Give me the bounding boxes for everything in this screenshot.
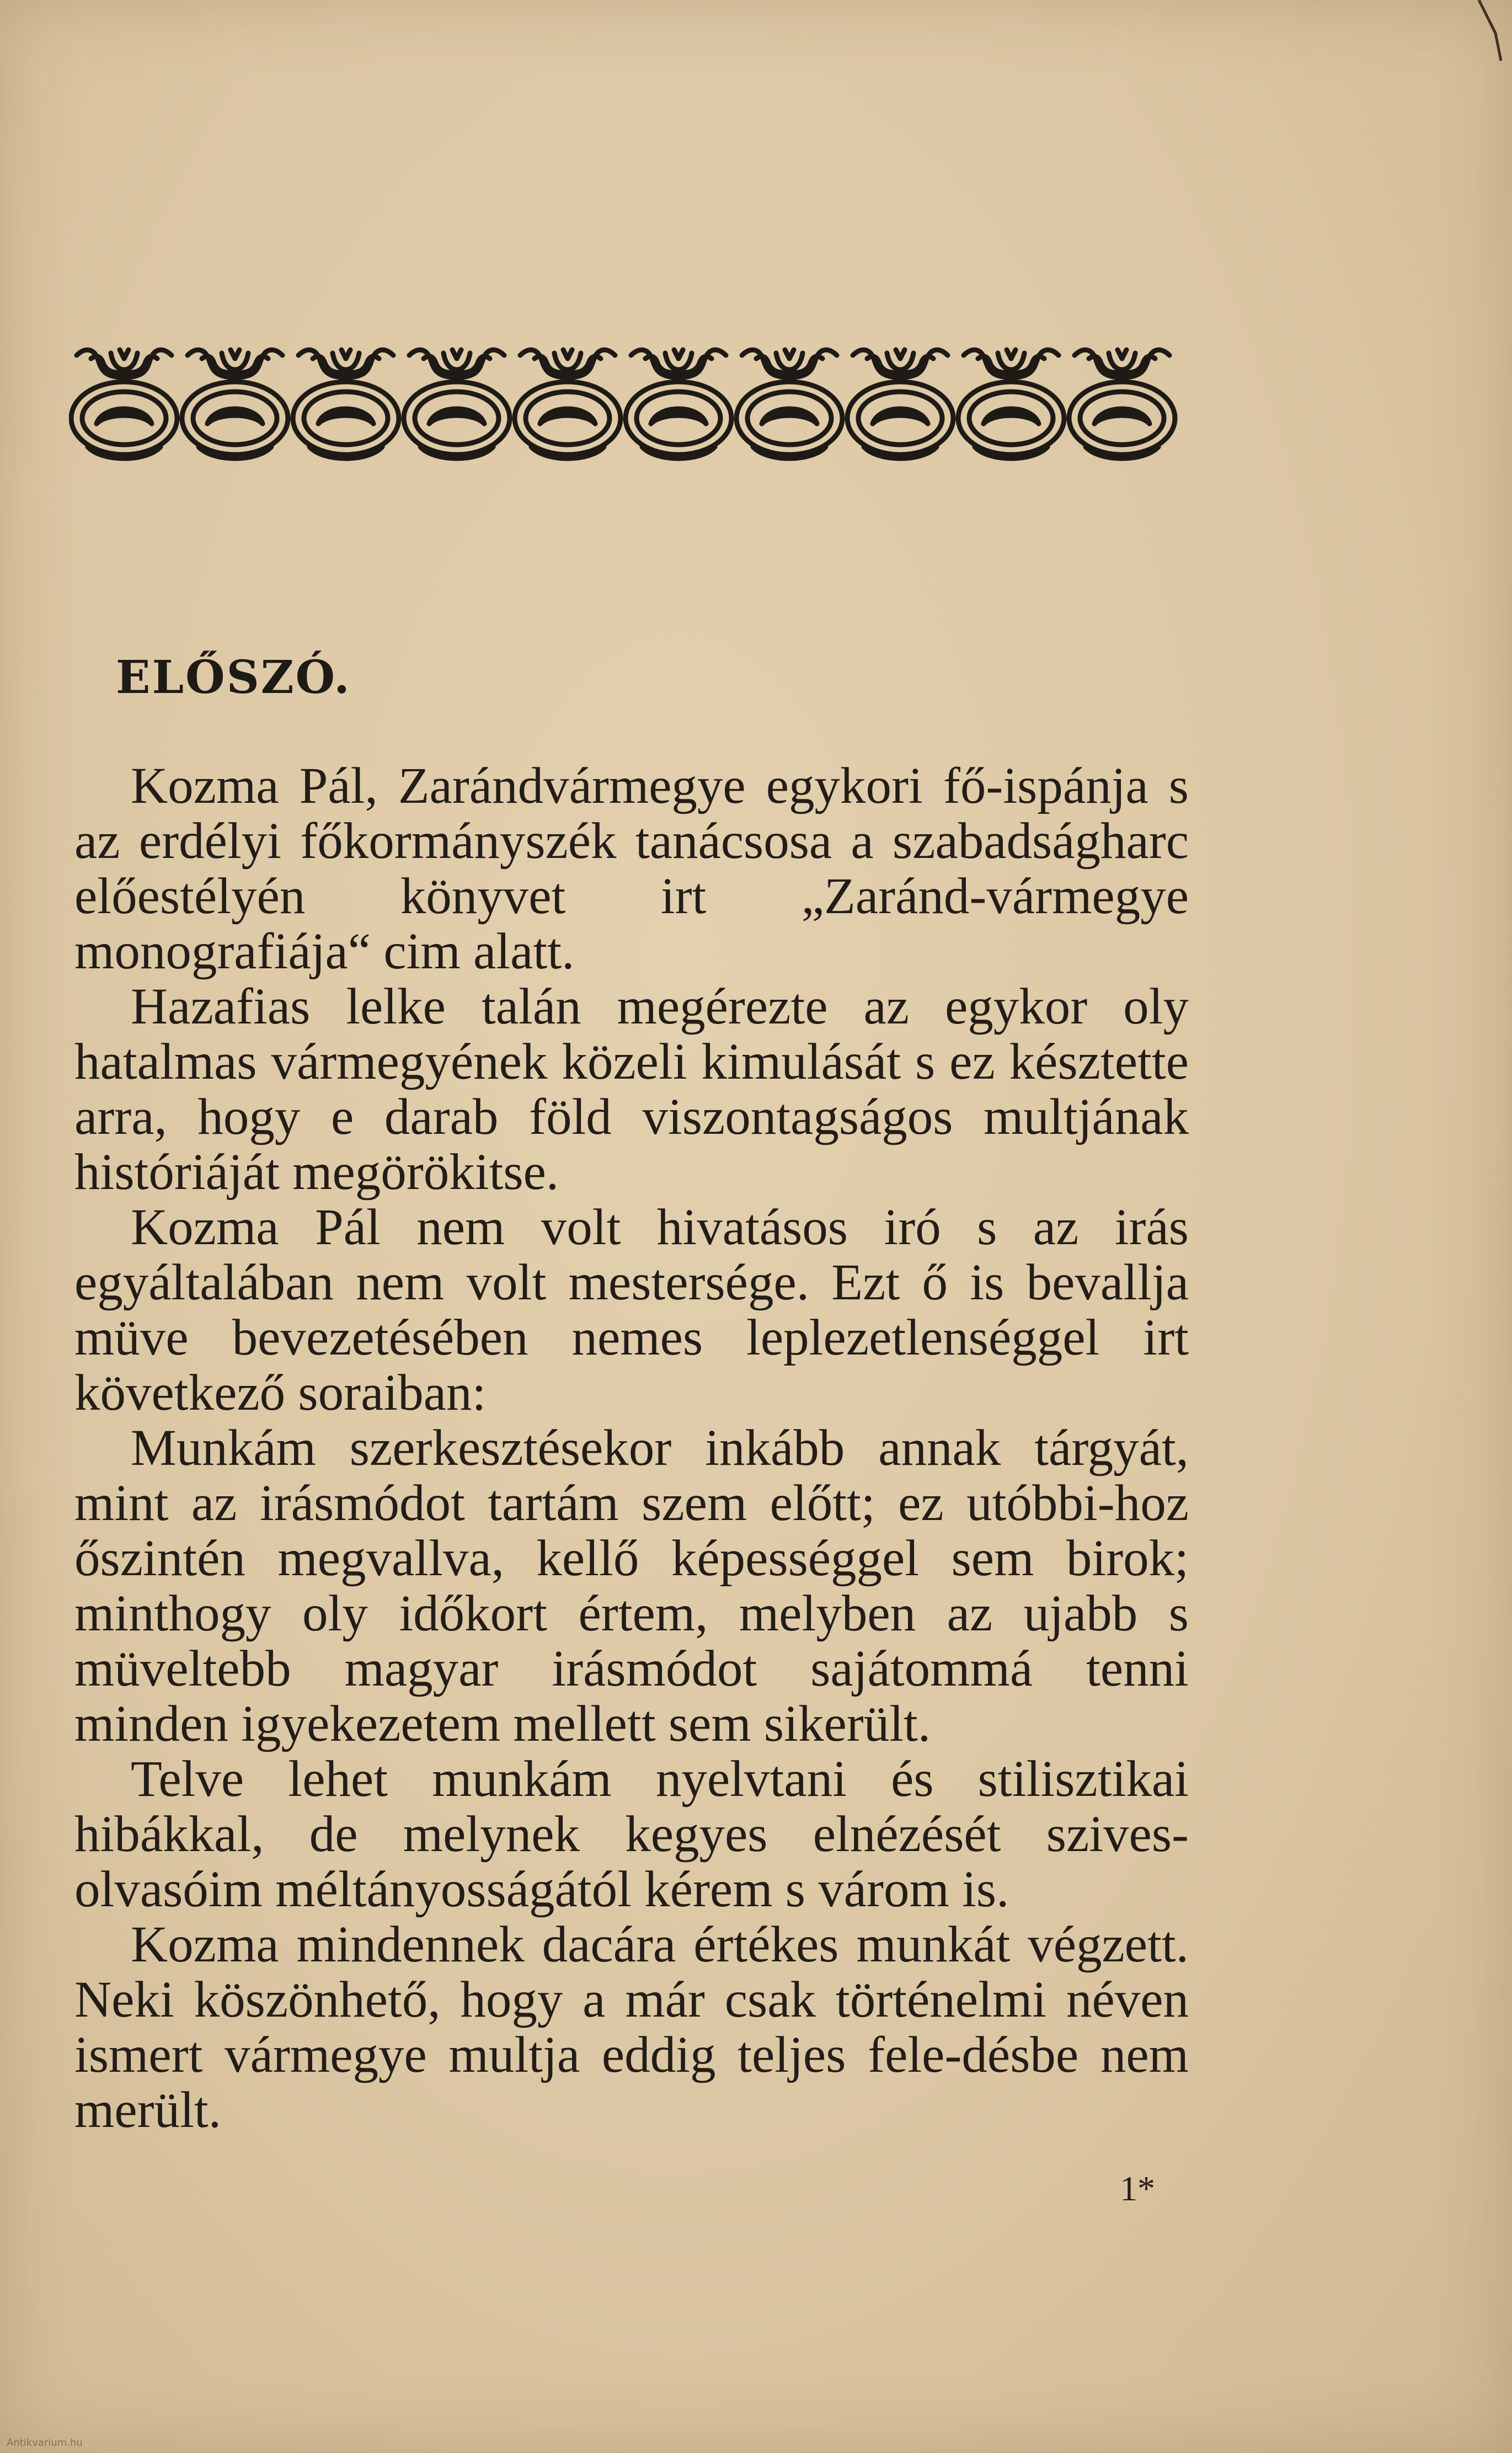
paragraph: Kozma Pál, Zarándvármegye egykori fő-ispánja s az erdélyi főkormányszék tanácsosa a szabadságharc előestélyén könyvet irt „Zaránd-vármegye monografiája“ cim alatt. — [74, 758, 1189, 980]
page-heading: ELŐSZÓ. — [116, 651, 351, 704]
paragraph: Hazafias lelke talán megérezte az egykor oly hatalmas vármegyének közeli kimulását s ez késztette arra, hogy e darab föld viszontagságos multjának históriáját megörökitse. — [74, 978, 1189, 1201]
page-number: 1* — [1120, 2169, 1155, 2208]
quoted-paragraph: Telve lehet munkám nyelvtani és stilisztikai hibákkal, de melynek kegyes elnézését szives-olvasóim méltányosságától kérem s várom is. — [74, 1751, 1189, 1918]
decorative-header-ornament — [69, 342, 1178, 474]
watermark: Antikvarium.hu — [7, 2437, 83, 2449]
paragraph: Kozma mindennek dacára értékes munkát végzett. Neki köszönhető, hogy a már csak történelmi néven ismert vármegye multja eddig teljes fele-désbe nem merült. — [74, 1916, 1189, 2139]
preface-text — [74, 759, 1189, 2138]
paragraph: Kozma Pál nem volt hivatásos iró s az irás egyáltalában nem volt mestersége. Ezt ő is bevallja müve bevezetésében nemes leplezetlenséggel irt következő soraiban: — [74, 1199, 1189, 1421]
page-corner-mark — [1473, 0, 1512, 66]
quoted-paragraph: Munkám szerkesztésekor inkább annak tárgyát, mint az irásmódot tartám szem előtt; ez utóbbi-hoz őszintén megvallva, kellő képességgel sem birok; minthogy oly időkort értem, melyben az ujabb s müveltebb magyar irásmódot sajátommá tenni minden igyekezetem mellett sem sikerült. — [74, 1420, 1189, 1752]
